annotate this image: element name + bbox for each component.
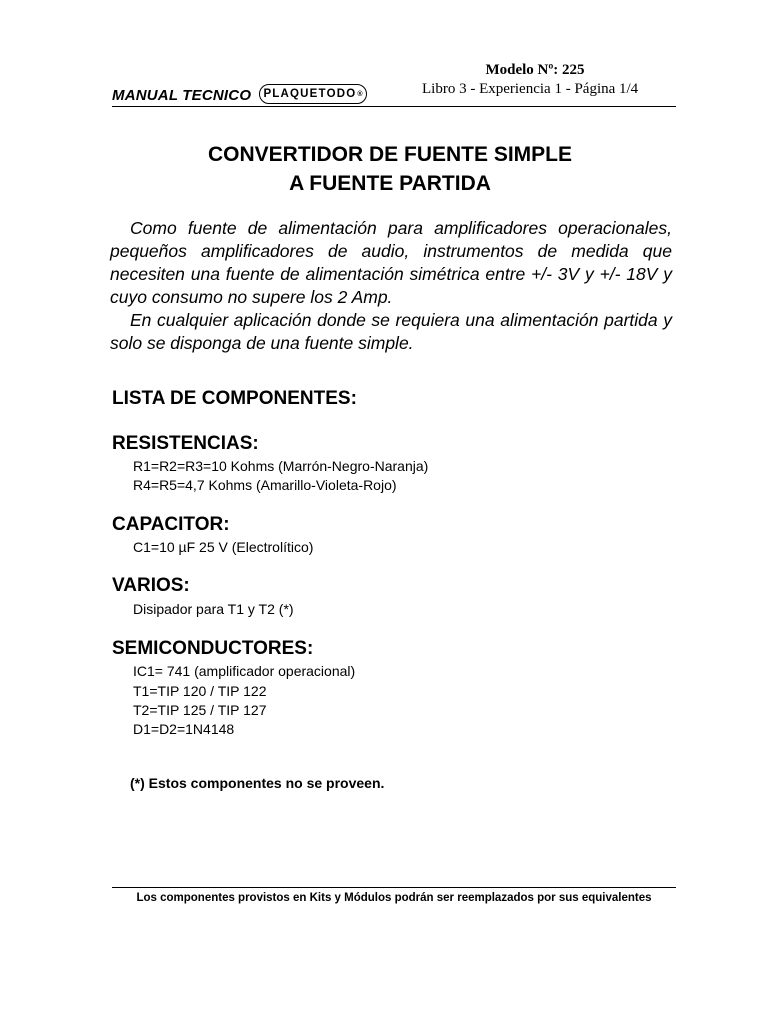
book-page-info: Libro 3 - Experiencia 1 - Página 1/4 [422,81,639,97]
intro-paragraph-2: En cualquier aplicación donde se requiera una alimentación partida y solo se disponga de una fuente simple. [110,310,672,353]
list-item: T1=TIP 120 / TIP 122 [133,683,267,699]
footer-disclaimer: Los componentes provistos en Kits y Módulos podrán ser reemplazados por sus equivalentes [136,892,652,904]
section-heading-capacitor: CAPACITOR: [112,514,230,535]
section-heading-misc: VARIOS: [112,575,190,596]
list-item: D1=D2=1N4148 [133,721,235,737]
list-item: Disipador para T1 y T2 (*) [133,601,294,617]
model-number: Modelo Nº: 225 [485,62,585,78]
not-provided-note: (*) Estos componentes no se proveen. [130,775,385,791]
document-title-line-1: CONVERTIDOR DE FUENTE SIMPLE [207,143,573,166]
document-title-line-2: A FUENTE PARTIDA [289,172,491,195]
brand-logo [259,84,367,104]
registered-mark: ® [357,90,363,98]
section-heading-semiconductors: SEMICONDUCTORES: [112,638,314,659]
list-item: C1=10 µF 25 V (Electrolítico) [133,539,314,555]
manual-label: MANUAL TECNICO [112,87,252,104]
brand-name: PLAQUETODO [263,88,357,100]
list-item: T2=TIP 125 / TIP 127 [133,702,267,718]
header-divider [112,106,676,107]
footer-divider [112,887,676,888]
list-item: R4=R5=4,7 Kohms (Amarillo-Violeta-Rojo) [133,477,397,493]
intro-paragraph-1: Como fuente de alimentación para amplificadores operacionales, pequeños amplificadores de audio, instrumentos de medida que necesiten una fuente de alimentación simétrica entre +/- 3V y +/- 18V y cuyo consumo no supere los 2 Amp. [110,218,672,307]
intro-text [110,217,672,355]
components-heading: LISTA DE COMPONENTES: [112,388,357,409]
section-heading-resistors: RESISTENCIAS: [112,433,259,454]
list-item: IC1= 741 (amplificador operacional) [133,663,356,679]
list-item: R1=R2=R3=10 Kohms (Marrón-Negro-Naranja) [133,458,429,474]
